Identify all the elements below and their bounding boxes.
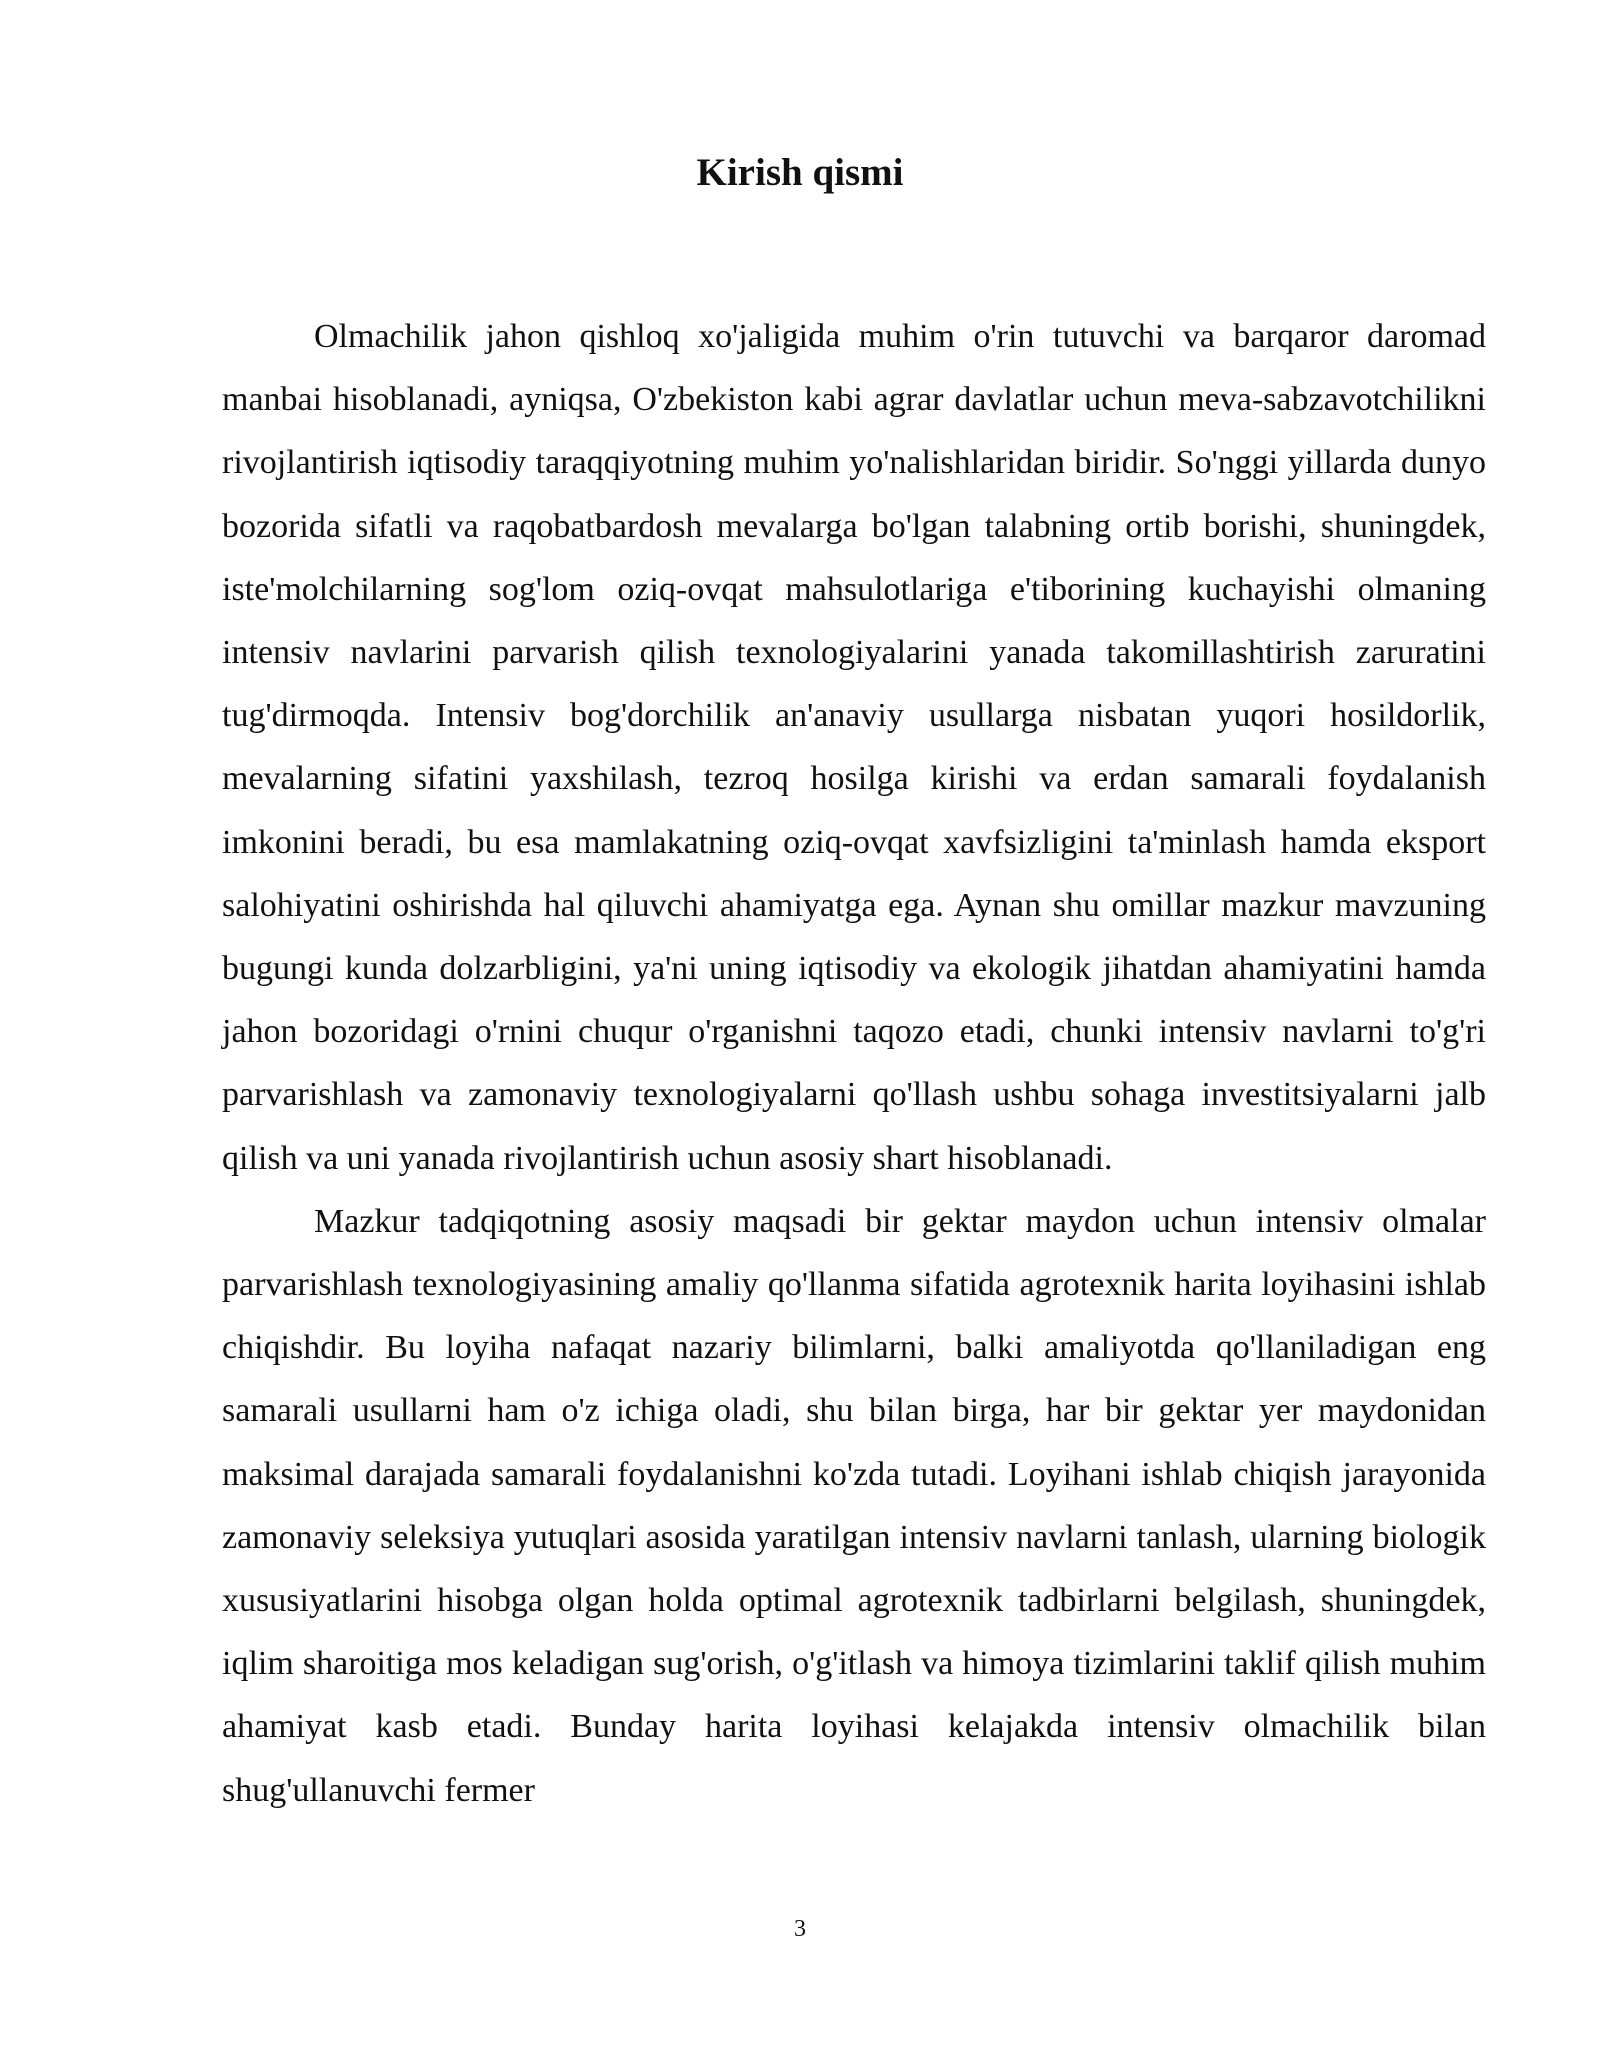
- paragraph-2: Mazkur tadqiqotning asosiy maqsadi bir gektar maydon uchun intensiv olmalar parvarishlash texnologiyasining amaliy qo'llanma sifatida agrotexnik harita loyihasini ishlab chiqishdir. Bu loyiha nafaqat nazariy bilimlarni, balki amaliyotda qo'llaniladigan eng samarali usullarni ham o'z ichiga oladi, shu bilan birga, har bir gektar yer maydonidan maksimal darajada samarali foydalanishni ko'zda tutadi. Loyihani ishlab chiqish jarayonida zamonaviy seleksiya yutuqlari asosida yaratilgan intensiv navlarni tanlash, ularning biologik xususiyatlarini hisobga olgan holda optimal agrotexnik tadbirlarni belgilash, shuningdek, iqlim sharoitiga mos keladigan sug'orish, o'g'itlash va himoya tizimlarini taklif qilish muhim ahamiyat kasb etadi. Bunday harita loyihasi kelajakda intensiv olmachilik bilan shug'ullanuvchi fermer: [222, 1202, 1486, 1809]
- page-title: Kirish qismi: [696, 151, 904, 194]
- page-number: 3: [794, 1916, 806, 1942]
- body-text: [222, 305, 1486, 1822]
- paragraph-1: Olmachilik jahon qishloq xo'jaligida muhim o'rin tutuvchi va barqaror daromad manbai hisoblanadi, ayniqsa, O'zbekiston kabi agrar davlatlar uchun meva-sabzavotchilikni rivojlantirish iqtisodiy taraqqiyotning muhim yo'nalishlaridan biridir. So'nggi yillarda dunyo bozorida sifatli va raqobatbardosh mevalarga bo'lgan talabning ortib borishi, shuningdek, iste'molchilarning sog'lom oziq-ovqat mahsulotlariga e'tiborining kuchayishi olmaning intensiv navlarini parvarish qilish texnologiyalarini yanada takomillashtirish zaruratini tug'dirmoqda. Intensiv bog'dorchilik an'anaviy usullarga nisbatan yuqori hosildorlik, mevalarning sifatini yaxshilash, tezroq hosilga kirishi va erdan samarali foydalanish imkonini beradi, bu esa mamlakatning oziq-ovqat xavfsizligini ta'minlash hamda eksport salohiyatini oshirishda hal qiluvchi ahamiyatga ega. Aynan shu omillar mazkur mavzuning bugungi kunda dolzarbligini, ya'ni uning iqtisodiy va ekologik jihatdan ahamiyatini hamda jahon bozoridagi o'rnini chuqur o'rganishni taqozo etadi, chunki intensiv navlarni to'g'ri parvarishlash va zamonaviy texnologiyalarni qo'llash ushbu sohaga investitsiyalarni jalb qilish va uni yanada rivojlantirish uchun asosiy shart hisoblanadi.: [222, 318, 1486, 1177]
